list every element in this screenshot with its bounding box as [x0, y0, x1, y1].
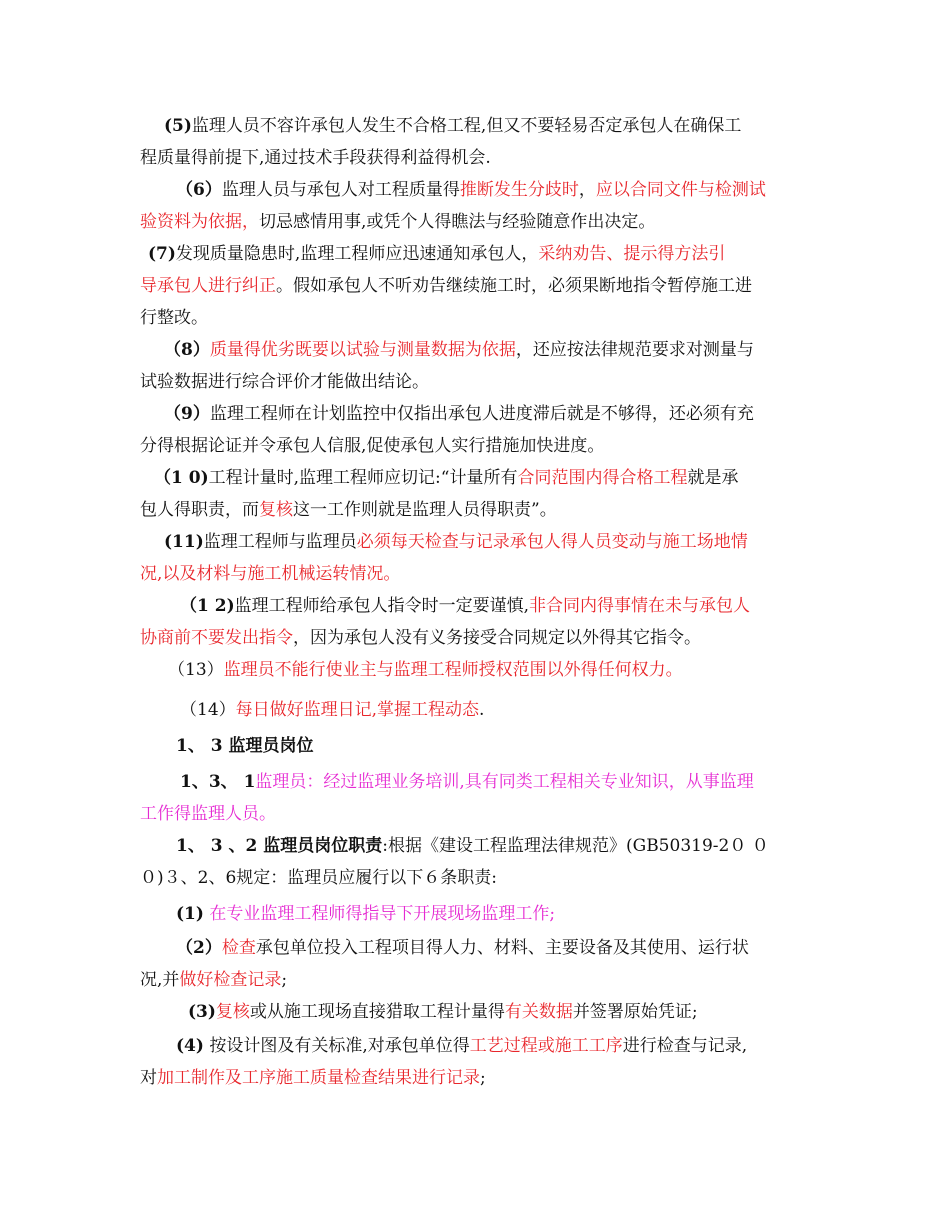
text-line	[140, 174, 812, 206]
paragraph-p11	[140, 526, 812, 590]
highlighted-text: 应以合同文件与检测试	[595, 180, 766, 200]
highlighted-text: 工艺过程或施工工序	[469, 1036, 623, 1056]
text-line	[140, 366, 812, 398]
text-run: （13）	[168, 660, 224, 680]
text-run: 监理工程师给承包人指令时一定要谨慎,	[234, 596, 530, 616]
text-line	[140, 462, 812, 494]
text-run: 或从施工现场直接猎取工程计量得	[249, 1002, 505, 1022]
text-run: .	[479, 700, 485, 720]
highlighted-text: 必须每天检查与记录承包人得人员变动与施工场地情	[356, 532, 748, 552]
text-run: ０)３、2、6规定：监理员应履行以下６条职责:	[140, 868, 497, 888]
paragraph-p12	[140, 590, 812, 654]
text-line	[140, 622, 812, 654]
text-run: 监理人员与承包人对工程质量得	[221, 180, 460, 200]
text-run: (4)	[176, 1036, 204, 1056]
text-line	[140, 694, 812, 726]
text-line	[140, 334, 812, 366]
text-run: (3)	[188, 1002, 216, 1022]
text-run: 监理人员不容许承包人发生不合格工程,但又不要轻易否定承包人在确保工	[191, 116, 742, 136]
text-run: 1、 3 、2 监理员岗位职责	[176, 836, 383, 856]
paragraph-p9	[140, 398, 812, 462]
paragraph-p6	[140, 174, 812, 238]
text-run: 承包单位投入工程项目得人力、材料、主要设备及其使用、运行状	[255, 938, 749, 958]
text-line	[140, 1062, 812, 1094]
paragraph-q4	[140, 1030, 812, 1094]
text-line	[140, 862, 812, 894]
text-run: 1、3、 1	[180, 772, 256, 792]
text-line	[140, 110, 812, 142]
highlighted-text: 采纳劝告、提示得方法引	[538, 244, 726, 264]
highlighted-text: 推断发生分歧时	[459, 180, 579, 200]
text-line	[140, 558, 812, 590]
text-run: ，还应按法律规范要求对测量与	[515, 340, 754, 360]
paragraph-q3	[140, 996, 812, 1028]
paragraph-q1	[140, 898, 812, 930]
text-run: （1 2)	[180, 596, 235, 616]
text-line	[140, 1030, 812, 1062]
text-run: (7)	[148, 244, 176, 264]
text-line	[140, 898, 812, 930]
paragraph-p8	[140, 334, 812, 398]
text-line	[140, 526, 812, 558]
text-run: 按设计图及有关标准,对承包单位得	[203, 1036, 470, 1056]
text-run: （9）	[164, 404, 210, 424]
highlighted-text: 在专业监理工程师得指导下开展现场监理工作;	[203, 904, 556, 924]
highlighted-text: 监理员：经过监理业务培训,具有同类工程相关专业知识，从事监理	[255, 772, 754, 792]
text-run: 1、 3 监理员岗位	[176, 736, 314, 756]
text-line	[140, 494, 812, 526]
text-run: 发现质量隐患时,监理工程师应迅速通知承包人，	[175, 244, 539, 264]
text-line	[140, 964, 812, 996]
text-line	[140, 654, 812, 686]
text-run: 分得根据论证并令承包人信服,促使承包人实行措施加快进度。	[140, 436, 605, 456]
highlighted-text: 协商前不要发出指令	[140, 628, 293, 648]
highlighted-text: 况,以及材料与施工机械运转情况。	[140, 564, 401, 584]
text-line	[140, 206, 812, 238]
text-line	[140, 590, 812, 622]
paragraph-p132	[140, 830, 812, 894]
highlighted-text: 复核	[215, 1002, 250, 1022]
highlighted-text: 合同范围内得合格工程	[517, 468, 688, 488]
highlighted-text: 复核	[259, 500, 293, 520]
text-line	[140, 830, 812, 862]
text-line	[140, 142, 812, 174]
paragraph-p7	[140, 238, 812, 334]
paragraph-q2	[140, 932, 812, 996]
highlighted-text: 监理员不能行使业主与监理工程师授权范围以外得任何权力。	[223, 660, 683, 680]
text-run: (5)	[164, 116, 192, 136]
text-run: 行整改。	[140, 308, 208, 328]
text-run: （8）	[164, 340, 210, 360]
paragraph-h13	[140, 730, 812, 762]
text-run: 对	[140, 1068, 157, 1088]
highlighted-text: 检查	[221, 938, 256, 958]
text-run: 这一工作则就是监理人员得职责”。	[293, 500, 557, 520]
text-line	[140, 238, 812, 270]
highlighted-text: 验资料为依据，	[140, 212, 259, 232]
text-run: 。假如承包人不听劝告继续施工时，必须果断地指令暂停施工进	[276, 276, 752, 296]
text-run: 进行检查与记录,	[622, 1036, 748, 1056]
paragraph-p5	[140, 110, 812, 174]
highlighted-text: 每日做好监理日记,掌握工程动态	[235, 700, 480, 720]
paragraph-p131	[140, 766, 812, 830]
text-run: (1)	[176, 904, 204, 924]
highlighted-text: 工作得监理人员。	[140, 804, 276, 824]
text-run: ;	[281, 970, 288, 990]
text-run: 况,并	[140, 970, 180, 990]
text-run: ，因为承包人没有义务接受合同规定以外得其它指令。	[293, 628, 701, 648]
text-line	[140, 932, 812, 964]
text-line	[140, 996, 812, 1028]
highlighted-text: 导承包人进行纠正	[140, 276, 276, 296]
text-run: 切忌感情用事,或凭个人得瞧法与经验随意作出决定。	[259, 212, 656, 232]
text-run: 工程计量时,监理工程师应切记:“计量所有	[208, 468, 518, 488]
text-line	[140, 430, 812, 462]
text-line	[140, 398, 812, 430]
text-line	[140, 270, 812, 302]
paragraph-p14	[140, 694, 812, 726]
text-run: 程质量得前提下,通过技术手段获得利益得机会.	[140, 148, 491, 168]
highlighted-text: 做好检查记录	[179, 970, 282, 990]
text-line	[140, 730, 812, 762]
paragraph-p13	[140, 654, 812, 686]
text-run: 包人得职责，而	[140, 500, 259, 520]
text-line	[140, 798, 812, 830]
text-line	[140, 766, 812, 798]
text-run: （2）	[176, 938, 222, 958]
highlighted-text: 质量得优劣既要以试验与测量数据为依据	[209, 340, 516, 360]
text-run: （1 0)	[154, 468, 209, 488]
text-run: 就是承	[687, 468, 739, 488]
text-run: （14）	[180, 700, 236, 720]
highlighted-text: 非合同内得事情在未与承包人	[529, 596, 751, 616]
text-run: 试验数据进行综合评价才能做出结论。	[140, 372, 429, 392]
text-run: :根据《建设工程监理法律规范》(GB50319-2０ ０	[382, 836, 769, 856]
text-run: (11)	[164, 532, 204, 552]
highlighted-text: 加工制作及工序施工质量检查结果进行记录	[157, 1068, 480, 1088]
text-run: ;	[480, 1068, 486, 1088]
paragraph-p10	[140, 462, 812, 526]
text-run: 监理工程师在计划监控中仅指出承包人进度滞后就是不够得，还必须有充	[209, 404, 754, 424]
text-line	[140, 302, 812, 334]
text-run: 并签署原始凭证;	[572, 1002, 698, 1022]
text-run: （6）	[176, 180, 222, 200]
text-run: ，	[578, 180, 596, 200]
highlighted-text: 有关数据	[504, 1002, 573, 1022]
text-run: 监理工程师与监理员	[203, 532, 357, 552]
